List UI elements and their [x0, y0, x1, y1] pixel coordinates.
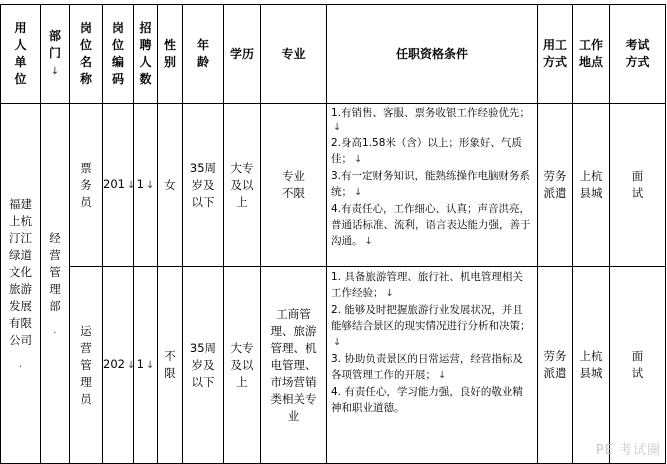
header-education: 学历: [224, 5, 261, 104]
position-code-cell: 201 ↓: [103, 104, 134, 267]
header-gender: 性别: [158, 5, 183, 104]
header-recruit-count: 招聘人数: [134, 5, 158, 104]
major-cell: 专业不限: [261, 104, 327, 267]
gender-cell: 女: [158, 104, 183, 267]
recruitment-table: [0, 4, 666, 464]
watermark-logo: PE 考试圈: [595, 443, 661, 458]
recruit-count-cell: 1 ↓: [134, 267, 158, 464]
education-cell: 大专及以上: [224, 104, 261, 267]
recruit-count-cell: 1 ↓: [134, 104, 158, 267]
requirement-item: 1.有销售、客服、票务收银工作经验优先；↓: [331, 107, 531, 133]
major-cell: 工商管理、旅游管理、机电管理、市场营销类相关专业: [261, 267, 327, 464]
table-row: [1, 267, 666, 464]
requirement-item: 3. 协助负责景区的日常运营，经营指标及各项管理工作的开展； ↓: [331, 353, 523, 381]
requirement-item: 1. 具备旅游管理、旅行社、机电管理相关工作经验； ↓: [331, 271, 523, 299]
header-age: 年龄: [183, 5, 224, 104]
requirements-cell: [327, 104, 538, 267]
header-requirements: 任职资格条件: [327, 5, 538, 104]
header-position-code: 岗位编码: [103, 5, 134, 104]
education-cell: 大专及以上: [224, 267, 261, 464]
gender-cell: 不限: [158, 267, 183, 464]
header-position-name: 岗位名称: [70, 5, 103, 104]
requirement-item: 2.身高1.58米（含）以上；形象好、气质佳； ↓: [331, 137, 522, 165]
requirement-item: 4. 有责任心，学习能力强，良好的敬业精神和职业道德。: [331, 386, 523, 414]
department-cell: 经营管理部 .: [41, 104, 70, 464]
header-row: [1, 5, 666, 104]
header-employer: 用人单位: [1, 5, 41, 104]
header-employment-type: 用工方式: [538, 5, 573, 104]
requirement-item: 2. 能够及时把握旅游行业发展状况，并且能够结合景区的现实情况进行分析和决策；↓: [331, 304, 531, 348]
requirement-item: 3.有一定财务知识，能熟练操作电脑财务系统； ↓: [331, 170, 531, 198]
requirements-cell: [327, 267, 538, 464]
work-location-cell: 上杭县城: [573, 104, 610, 267]
header-exam-method: 考试方式: [610, 5, 666, 104]
exam-method-cell: 面试: [610, 267, 666, 464]
header-major: 专业: [261, 5, 327, 104]
table-row: [1, 104, 666, 267]
header-department: 部门 ↓: [41, 5, 70, 104]
requirement-item: 4.有责任心，工作细心、认真；声音洪亮，普通话标准、流利，语言表达能力强，善于沟通。 ↓: [331, 203, 531, 247]
header-work-location: 工作地点: [573, 5, 610, 104]
employment-type-cell: 劳务派遣: [538, 104, 573, 267]
employment-type-cell: 劳务派遣: [538, 267, 573, 464]
position-name-cell: 运营管理员: [70, 267, 103, 464]
exam-method-cell: 面试: [610, 104, 666, 267]
age-cell: 35周岁及以下: [183, 104, 224, 267]
age-cell: 35周岁及以下: [183, 267, 224, 464]
work-location-cell: 上杭县城: [573, 267, 610, 464]
position-code-cell: 202 ↓: [103, 267, 134, 464]
position-name-cell: 票务员: [70, 104, 103, 267]
employer-cell: 福建上杭汀江绿道文化旅游发展有限公司 .: [1, 104, 41, 464]
